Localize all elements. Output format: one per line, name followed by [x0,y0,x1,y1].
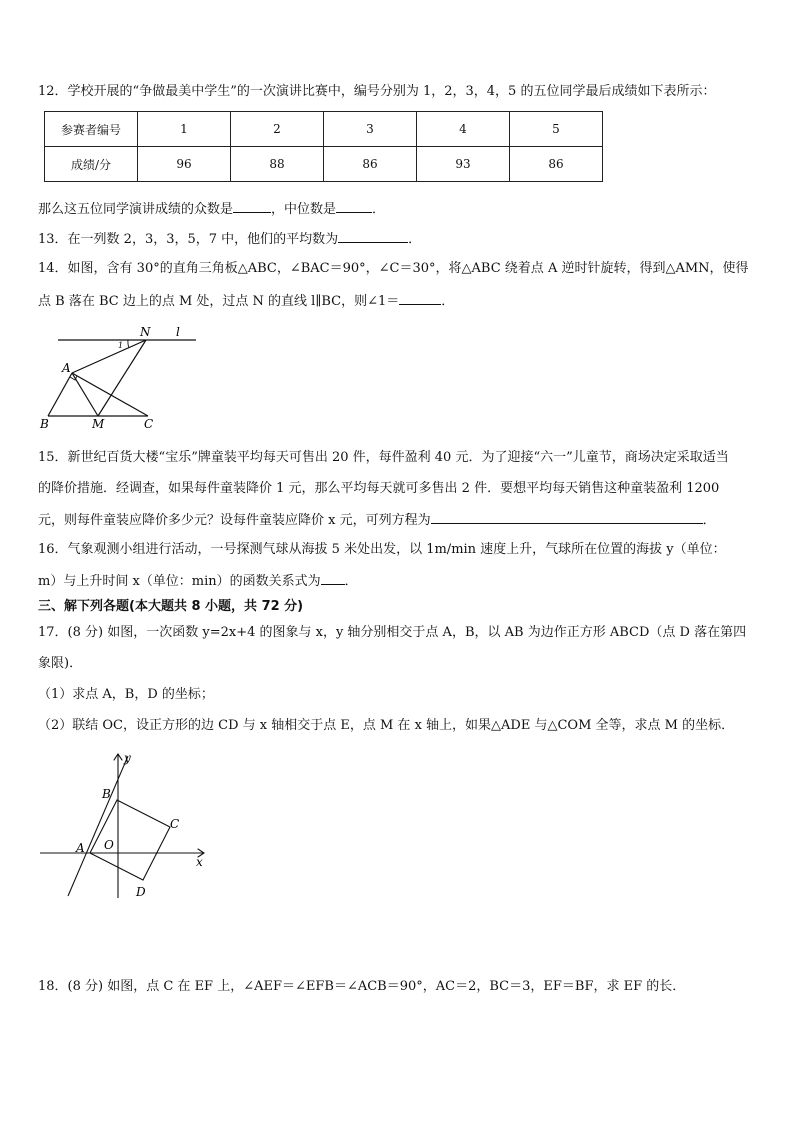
q14-figure [36,324,216,434]
table-row-scores [45,147,603,182]
label-N: N [140,325,151,339]
label-M: M [92,417,105,431]
label-l: l [176,325,180,339]
label-A: A [76,841,85,855]
label-angle-1: 1 [118,341,124,350]
q12-ask [38,198,385,220]
label-A: A [62,361,71,375]
label-y: y [124,751,131,765]
table-row-ids [45,112,603,147]
q14-line2 [38,290,454,312]
q12-answer-blank-mode[interactable] [233,198,271,213]
score-table [44,111,603,182]
section-heading: 三、解下列各题(本大题共 8 小题，共 72 分) [38,599,304,614]
q14-end: ． [441,294,455,309]
graph-line [68,756,128,896]
q17-sub2: （2）联结 OC，设正方形的边 CD 与 x 轴相交于点 E，点 M 在 x 轴上，如果△ADE 与△COM 全等，求点 M 的坐标． [38,718,735,733]
q12-answer-blank-median[interactable] [336,198,372,213]
square-ABCD [90,800,170,880]
q16-line1: 16．气象观测小组进行活动，一号探测气球从海拔 5 米处出发，以 1m/min 速度上升，气球所在位置的海拔 y（单位： [38,542,726,557]
table-cell: 86 [510,147,603,182]
q14-line1: 14．如图，含有 30°的直角三角板△ABC，∠BAC＝90°，∠C＝30°，将△ABC 绕着点 A 逆时针旋转，得到△AMN，使得 [38,261,749,276]
table-cell: 2 [231,112,324,147]
q17-line1: 17．(8 分) 如图，一次函数 y=2x+4 的图象与 x，y 轴分别相交于点 A，B，以 AB 为边作正方形 ABCD（点 D 落在第四 [38,625,747,640]
row-label-scores: 成绩/分 [45,147,138,182]
segment-AB [48,373,72,416]
q13-text: 13．在一列数 2，3，3，5，7 中，他们的平均数为 [38,232,339,247]
table-cell: 1 [138,112,231,147]
q14-answer-blank[interactable] [399,290,441,305]
table-cell: 5 [510,112,603,147]
table-cell: 93 [417,147,510,182]
q13-answer-blank[interactable] [338,228,408,243]
row-label-ids: 参赛者编号 [45,112,138,147]
q15-end: ． [702,513,716,528]
q15-line1: 15．新世纪百货大楼“宝乐”牌童装平均每天可售出 20 件，每件盈利 40 元．为了迎接“六一”儿童节，商场决定采取适当 [38,450,729,465]
table-cell: 96 [138,147,231,182]
label-B: B [102,787,111,801]
q12-ask-a: 那么这五位同学演讲成绩的众数是 [38,202,234,217]
q14-line2-text: 点 B 落在 BC 边上的点 M 处，过点 N 的直线 l∥BC，则∠1＝ [38,294,400,309]
q15-line3 [38,509,716,531]
label-D: D [136,885,146,899]
q17-sub1: （1）求点 A，B，D 的坐标； [38,687,214,702]
q18-text: 18．(8 分) 如图，点 C 在 EF 上，∠AEF＝∠EFB＝∠ACB＝90°，AC＝2，BC＝3，EF＝BF，求 EF 的长． [38,979,686,994]
table-cell: 88 [231,147,324,182]
angle-1-arc [128,340,129,348]
q13 [38,228,421,250]
q16-line2 [38,570,358,592]
label-B: B [40,417,49,431]
q15-line2: 的降价措施．经调查，如果每件童装降价 1 元，那么平均每天就可多售出 2 件．要想平均每天销售这种童装盈利 1200 [38,481,720,496]
segment-AC [72,373,148,416]
label-x: x [196,855,203,869]
q13-end: ． [408,232,422,247]
q15-answer-blank[interactable] [431,509,703,524]
q16-line2-text: m）与上升时间 x（单位：min）的函数关系式为 [38,574,321,589]
q12-ask-b: ，中位数是 [271,202,337,217]
segment-AM [72,373,98,416]
table-cell: 86 [324,147,417,182]
table-cell: 4 [417,112,510,147]
label-C: C [144,417,154,431]
segment-MN [98,340,146,416]
q16-answer-blank[interactable] [321,570,345,585]
q17-line2: 象限)． [38,656,83,671]
q12-ask-end: ． [372,202,386,217]
label-C: C [170,817,180,831]
q12-stem: 12．学校开展的“争做最美中学生”的一次演讲比赛中，编号分别为 1，2，3，4，5 的五位同学最后成绩如下表所示： [38,84,716,99]
label-O: O [104,838,114,852]
table-cell: 3 [324,112,417,147]
q15-line3-text: 元，则每件童装应降价多少元？设每件童装应降价 x 元，可列方程为 [38,513,431,528]
q17-figure [36,748,216,908]
q16-end: ． [344,574,358,589]
